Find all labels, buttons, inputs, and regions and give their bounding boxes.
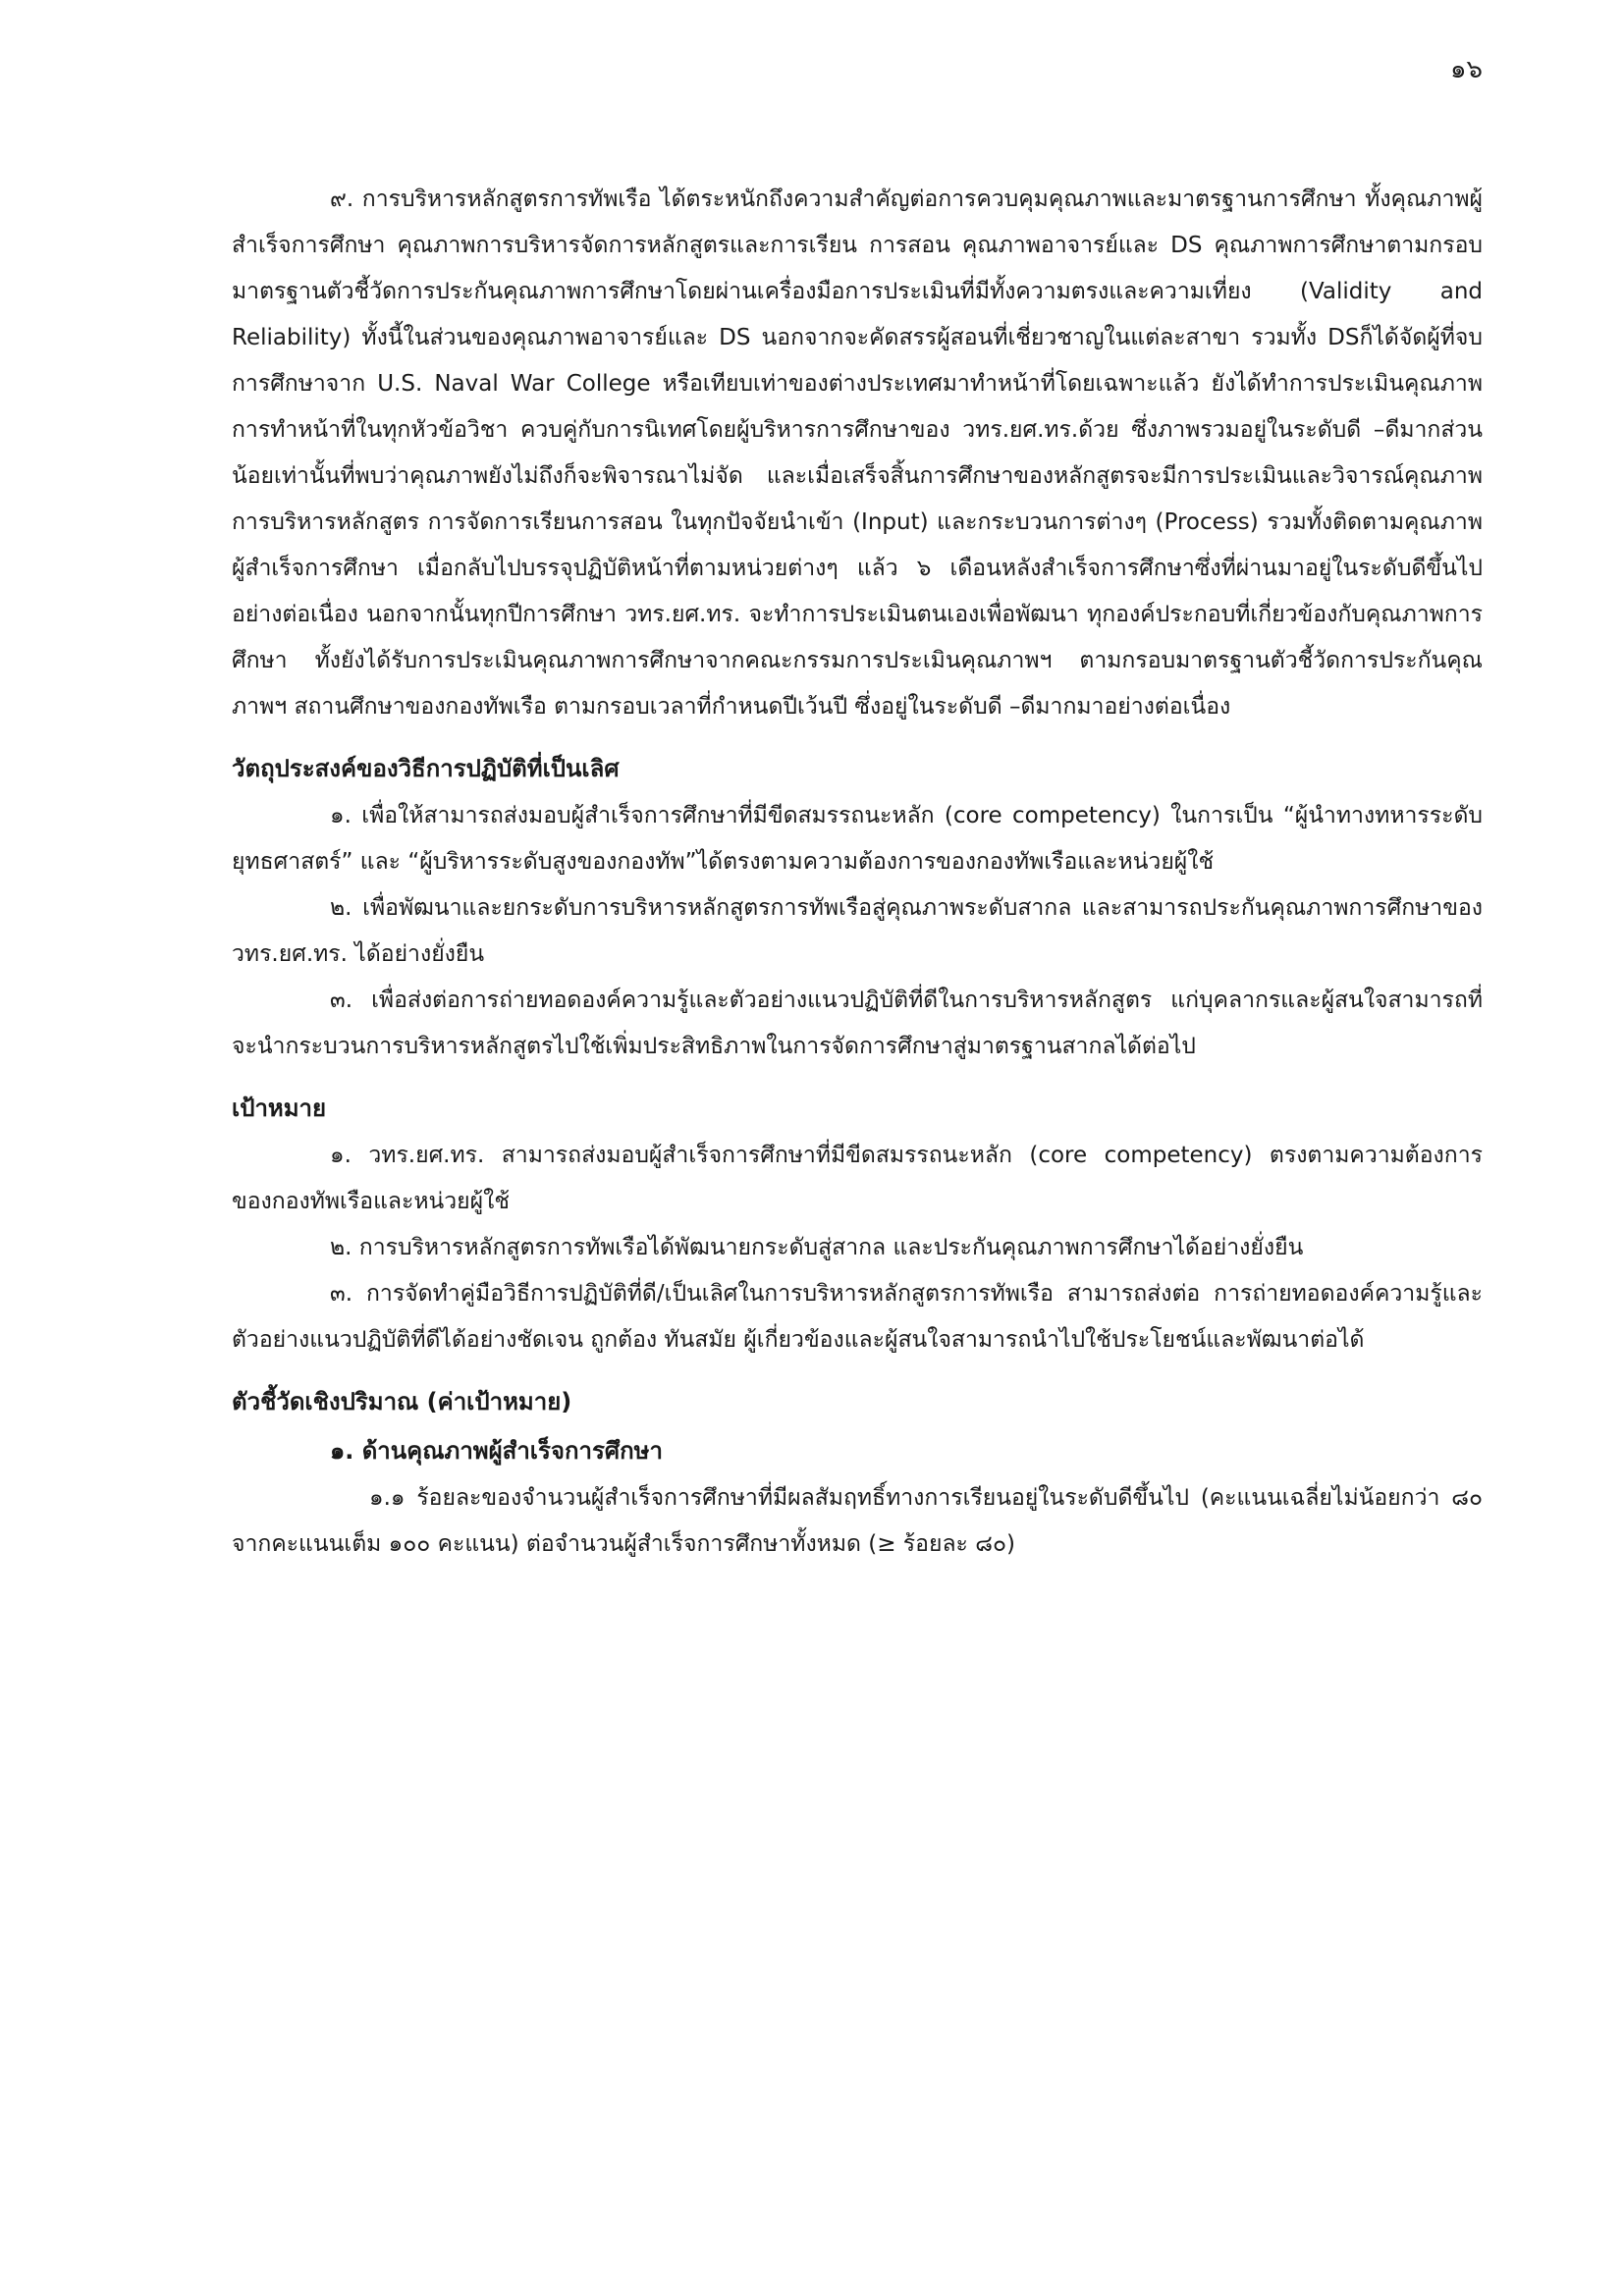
intro-paragraph: ๙. การบริหารหลักสูตรการทัพเรือ ได้ตระหนักถึงความสำคัญต่อการควบคุมคุณภาพและมาตรฐานการศึกษา ทั้งคุณภาพผู้สำเร็จการศึกษา คุณภาพการบริหารจัดการหลักสูตรและการเรียน การสอน คุณภาพอาจารย์และ DS คุณภาพการศึกษาตามกรอบมาตรฐานตัวชี้วัดการประกันคุณภาพการศึกษาโดยผ่านเครื่องมือการประเมินที่มีทั้งความตรงและความเที่ยง (Validity and Reliability) ทั้งนี้ในส่วนของคุณภาพอาจารย์และ DS นอกจากจะคัดสรรผู้สอนที่เชี่ยวชาญในแต่ละสาขา รวมทั้ง DSก็ได้จัดผู้ที่จบการศึกษาจาก U.S. Naval War College หรือเทียบเท่าของต่างประเทศมาทำหน้าที่โดยเฉพาะแล้ว ยังได้ทำการประเมินคุณภาพการทำหน้าที่ในทุกหัวข้อวิชา ควบคู่กับการนิเทศโดยผู้บริหารการศึกษาของ วทร.ยศ.ทร.ด้วย ซึ่งภาพรวมอยู่ในระดับดี –ดีมากส่วนน้อยเท่านั้นที่พบว่าคุณภาพยังไม่ถึงก็จะพิจารณาไม่จัด และเมื่อเสร็จสิ้นการศึกษาของหลักสูตรจะมีการประเมินและวิจารณ์คุณภาพการบริหารหลักสูตร การจัดการเรียนการสอน ในทุกปัจจัยนำเข้า (Input) และกระบวนการต่างๆ (Process) รวมทั้งติดตามคุณภาพผู้สำเร็จการศึกษา เมื่อกลับไปบรรจุปฏิบัติหน้าที่ตามหน่วยต่างๆ แล้ว ๖ เดือนหลังสำเร็จการศึกษาซึ่งที่ผ่านมาอยู่ในระดับดีขึ้นไปอย่างต่อเนื่อง นอกจากนั้นทุกปีการศึกษา วทร.ยศ.ทร. จะทำการประเมินตนเองเพื่อพัฒนา ทุกองค์ประกอบที่เกี่ยวข้องกับคุณภาพการศึกษา ทั้งยังได้รับการประเมินคุณภาพการศึกษาจากคณะกรรมการประเมินคุณภาพฯ ตามกรอบมาตรฐานตัวชี้วัดการประกันคุณภาพฯ สถานศึกษาของกองทัพเรือ ตามกรอบเวลาที่กำหนดปีเว้นปี ซึ่งอยู่ในระดับดี –ดีมากมาอย่างต่อเนื่อง xyxy=(232,187,1483,720)
document-body xyxy=(232,177,1483,1568)
indicators-heading: ตัวชี้วัดเชิงปริมาณ (ค่าเป้าหมาย) xyxy=(232,1388,572,1415)
goals-heading: เป้าหมาย xyxy=(232,1095,327,1122)
goal-item-3: ๓. การจัดทำคู่มือวิธีการปฏิบัติที่ดี/เป็นเลิศในการบริหารหลักสูตรการทัพเรือ สามารถส่งต่อ การถ่ายทอดองค์ความรู้และตัวอย่างแนวปฏิบัติที่ดีได้อย่างชัดเจน ถูกต้อง ทันสมัย ผู้เกี่ยวข้องและผู้สนใจสามารถนำไปใช้ประโยชน์และพัฒนาต่อได้ xyxy=(232,1281,1483,1353)
objective-item-1: ๑. เพื่อให้สามารถส่งมอบผู้สำเร็จการศึกษาที่มีขีดสมรรถนะหลัก (core competency) ในการเป็น “ผู้นำทางทหารระดับยุทธศาสตร์” และ “ผู้บริหารระดับสูงของกองทัพ”ได้ตรงตามความต้องการของกองทัพเรือและหน่วยผู้ใช้ xyxy=(232,803,1483,875)
goal-item-2: ๒. การบริหารหลักสูตรการทัพเรือได้พัฒนายกระดับสู่สากล และประกันคุณภาพการศึกษาได้อย่างยั่งยืน xyxy=(330,1235,1304,1260)
indicators-subheading: ๑. ด้านคุณภาพผู้สำเร็จการศึกษา xyxy=(330,1437,663,1465)
page-number: ๑๖ xyxy=(1449,55,1483,84)
objectives-heading: วัตถุประสงค์ของวิธีการปฏิบัติที่เป็นเลิศ xyxy=(232,755,620,782)
objective-item-2: ๒. เพื่อพัฒนาและยกระดับการบริหารหลักสูตรการทัพเรือสู่คุณภาพระดับสากล และสามารถประกันคุณภาพการศึกษาของ วทร.ยศ.ทร. ได้อย่างยั่งยืน xyxy=(232,895,1483,967)
objective-item-3: ๓. เพื่อส่งต่อการถ่ายทอดองค์ความรู้และตัวอย่างแนวปฏิบัติที่ดีในการบริหารหลักสูตร แก่บุคลากรและผู้สนใจสามารถที่จะนำกระบวนการบริหารหลักสูตรไปใช้เพิ่มประสิทธิภาพในการจัดการศึกษาสู่มาตรฐานสากลได้ต่อไป xyxy=(232,988,1483,1059)
indicator-item-1-1: ๑.๑ ร้อยละของจำนวนผู้สำเร็จการศึกษาที่มีผลสัมฤทธิ์ทางการเรียนอยู่ในระดับดีขึ้นไป (คะแนนเฉลี่ยไม่น้อยกว่า ๘๐ จากคะแนนเต็ม ๑๐๐ คะแนน) ต่อจำนวนผู้สำเร็จการศึกษาทั้งหมด (≥ ร้อยละ ๘๐) xyxy=(232,1485,1483,1557)
goal-item-1: ๑. วทร.ยศ.ทร. สามารถส่งมอบผู้สำเร็จการศึกษาที่มีขีดสมรรถนะหลัก (core competency) ตรงตามความต้องการของกองทัพเรือและหน่วยผู้ใช้ xyxy=(232,1143,1483,1214)
